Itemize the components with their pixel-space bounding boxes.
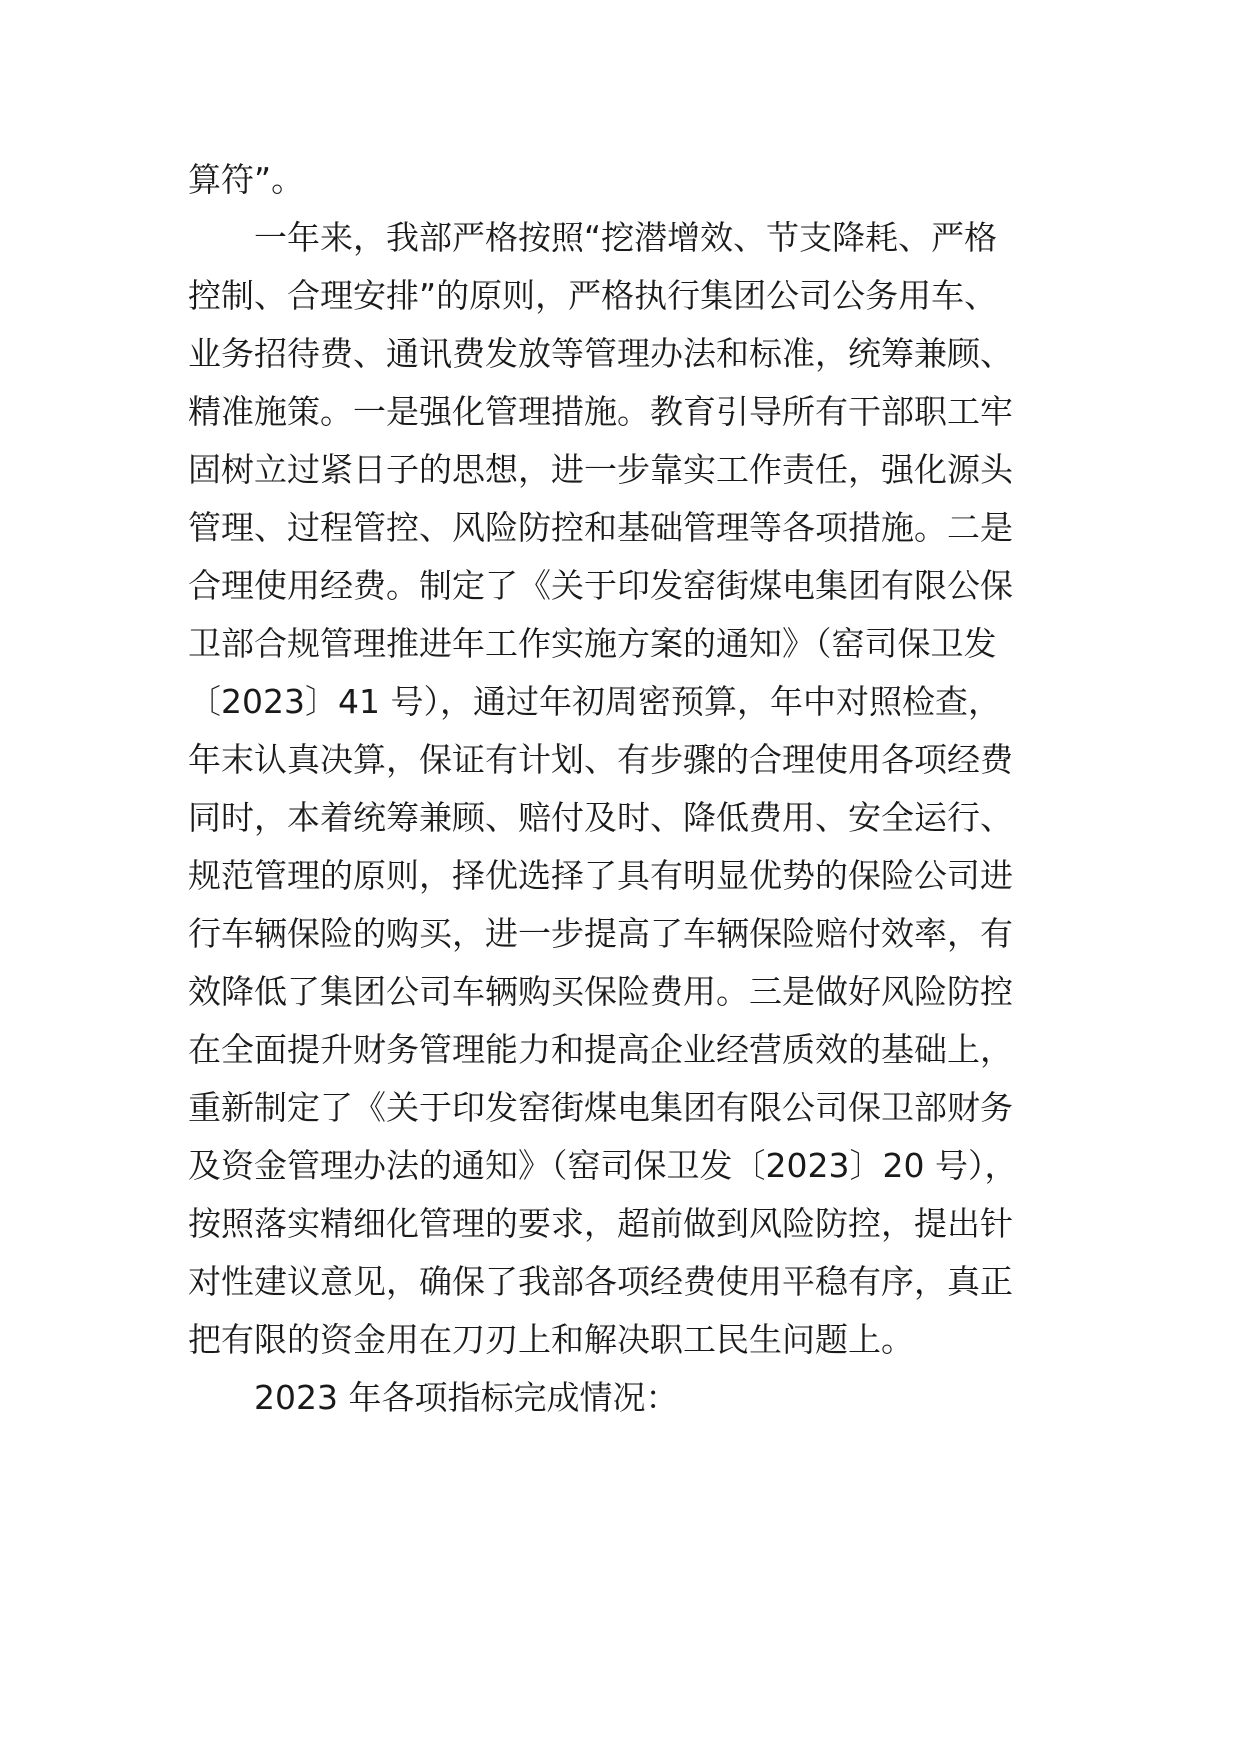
text-line: 对性建议意见，确保了我部各项经费使用平稳有序，真正: [188, 1262, 1013, 1301]
text-line: 同时，本着统筹兼顾、赔付及时、降低费用、安全运行、: [188, 798, 1013, 837]
text-line: 及资金管理办法的通知》（窑司保卫发〔2023〕20 号），: [188, 1146, 1018, 1185]
text-line: 〔2023〕41 号），通过年初周密预算，年中对照检查，: [188, 682, 1001, 721]
text-line: 规范管理的原则，择优选择了具有明显优势的保险公司进: [188, 856, 1013, 895]
text-line: 在全面提升财务管理能力和提高企业经营质效的基础上，: [188, 1030, 1013, 1069]
text-line: 控制、合理安排”的原则，严格执行集团公司公务用车、: [188, 276, 998, 315]
paragraph-start-line: 一年来，我部严格按照“挖潜增效、节支降耗、严格: [254, 218, 998, 257]
text-line: 效降低了集团公司车辆购买保险费用。三是做好风险防控: [188, 972, 1013, 1011]
text-line: 按照落实精细化管理的要求，超前做到风险防控，提出针: [188, 1204, 1013, 1243]
text-line: 固树立过紧日子的思想，进一步靠实工作责任，强化源头: [188, 450, 1013, 489]
text-line: 把有限的资金用在刀刃上和解决职工民生问题上。: [188, 1320, 914, 1359]
section-heading-line: 2023 年各项指标完成情况：: [254, 1378, 679, 1417]
text-line: 算符”。: [188, 160, 305, 199]
text-line: 重新制定了《关于印发窑街煤电集团有限公司保卫部财务: [188, 1088, 1013, 1127]
text-line: 行车辆保险的购买，进一步提高了车辆保险赔付效率，有: [188, 914, 1013, 953]
text-line: 卫部合规管理推进年工作实施方案的通知》（窑司保卫发: [188, 624, 997, 663]
text-line: 年末认真决算，保证有计划、有步骤的合理使用各项经费: [188, 740, 1013, 779]
text-line: 精准施策。一是强化管理措施。教育引导所有干部职工牢: [188, 392, 1013, 431]
text-line: 合理使用经费。制定了《关于印发窑街煤电集团有限公保: [188, 566, 1013, 605]
text-line: 业务招待费、通讯费发放等管理办法和标准，统筹兼顾、: [188, 334, 1013, 373]
text-line: 管理、过程管控、风险防控和基础管理等各项措施。二是: [188, 508, 1013, 547]
